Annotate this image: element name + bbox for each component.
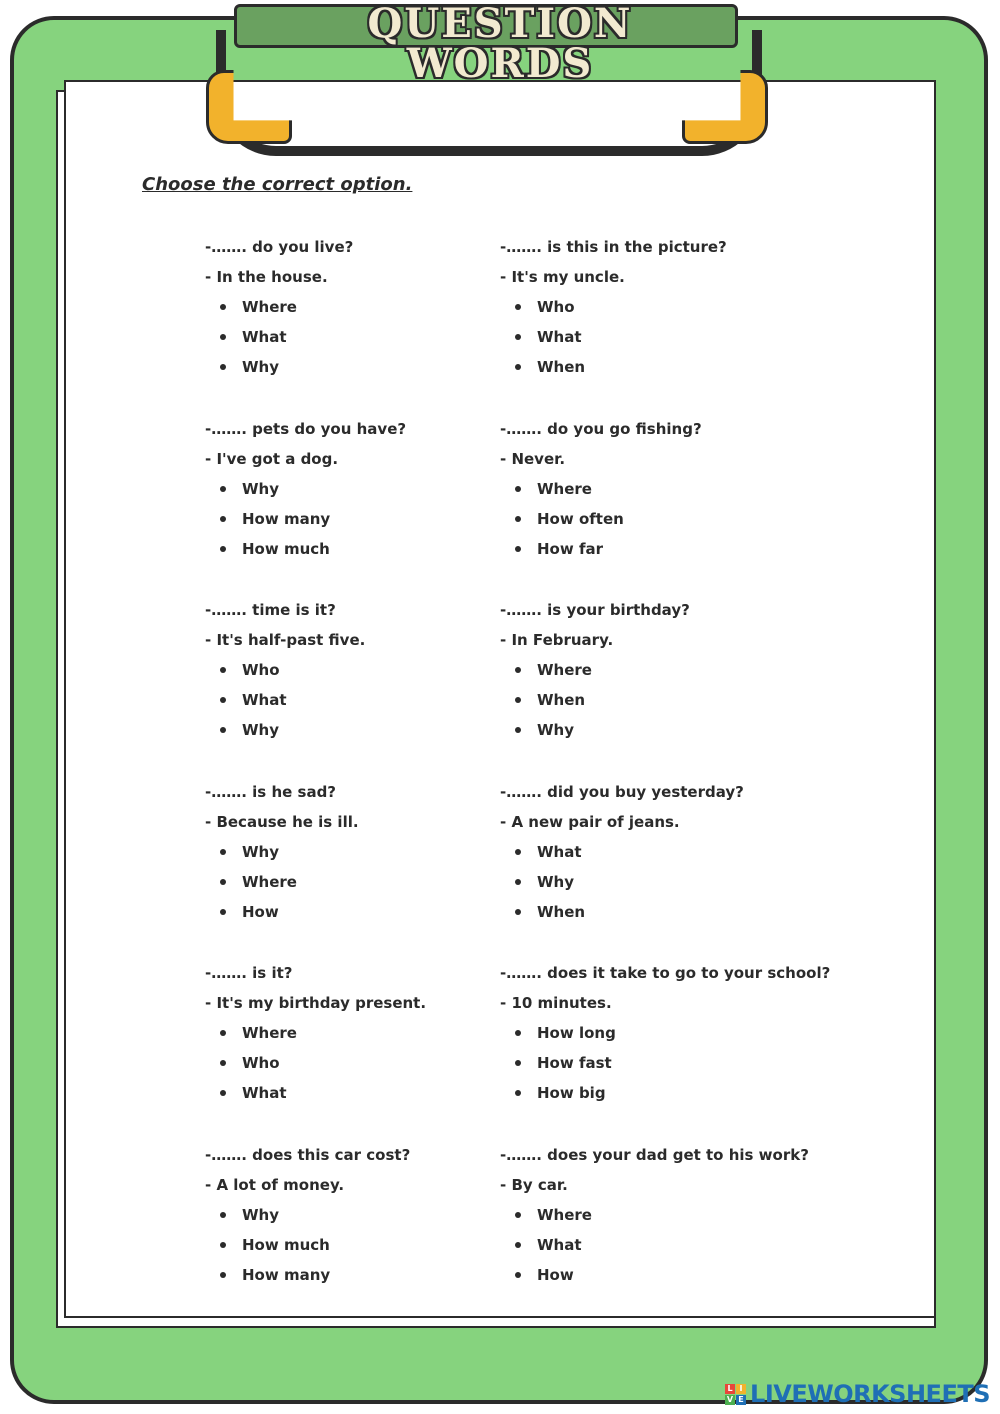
option-item[interactable]: When [500, 897, 820, 927]
option-item[interactable]: How [205, 897, 525, 927]
question-block [500, 777, 820, 927]
option-item[interactable]: How many [205, 1260, 525, 1290]
question-block [205, 958, 525, 1108]
option-list [205, 474, 525, 564]
option-item[interactable]: When [500, 685, 820, 715]
option-list [205, 655, 525, 745]
option-item[interactable]: Why [205, 352, 525, 382]
option-list [500, 1200, 820, 1290]
answer-text: - A lot of money. [205, 1176, 345, 1194]
option-item[interactable]: Where [500, 474, 820, 504]
option-item[interactable]: How much [205, 534, 525, 564]
option-item[interactable]: What [205, 1078, 525, 1108]
logo-letter: V [726, 1394, 734, 1404]
option-item[interactable]: Why [205, 474, 525, 504]
question-block [500, 958, 831, 1108]
logo-letter: L [725, 1384, 735, 1394]
option-list [205, 1018, 525, 1108]
question-text: -……. is this in the picture? [500, 238, 727, 256]
question-text: -……. is your birthday? [500, 601, 690, 619]
option-list [500, 655, 820, 745]
option-item[interactable]: Why [205, 715, 525, 745]
question-text: -……. does your dad get to his work? [500, 1146, 809, 1164]
option-item[interactable]: How much [205, 1230, 525, 1260]
answer-text: - It's half-past five. [205, 631, 366, 649]
option-list [500, 474, 820, 564]
option-list [500, 1018, 820, 1108]
option-item[interactable]: What [500, 1230, 820, 1260]
answer-text: - In February. [500, 631, 614, 649]
question-text: -……. does it take to go to your school? [500, 964, 831, 982]
answer-text: - I've got a dog. [205, 450, 339, 468]
liveworksheets-brand[interactable] [725, 1380, 990, 1408]
question-block [500, 595, 820, 745]
answer-text: - Never. [500, 450, 566, 468]
question-text: -……. time is it? [205, 601, 336, 619]
option-item[interactable]: How fast [500, 1048, 820, 1078]
option-item[interactable]: Why [205, 837, 525, 867]
logo-letter: E [736, 1395, 746, 1405]
option-item[interactable]: Who [205, 1048, 525, 1078]
option-item[interactable]: How far [500, 534, 820, 564]
question-text: -……. do you go fishing? [500, 420, 702, 438]
question-block [205, 777, 525, 927]
option-list [500, 292, 820, 382]
option-item[interactable]: How [500, 1260, 820, 1290]
option-item[interactable]: What [205, 322, 525, 352]
option-list [500, 837, 820, 927]
answer-text: - 10 minutes. [500, 994, 612, 1012]
option-item[interactable]: Why [500, 715, 820, 745]
answer-text: - It's my birthday present. [205, 994, 427, 1012]
question-block [500, 414, 820, 564]
option-item[interactable]: What [500, 837, 820, 867]
logo-letter: I [736, 1384, 746, 1394]
answer-text: - In the house. [205, 268, 328, 286]
option-item[interactable]: Why [500, 867, 820, 897]
question-block [500, 232, 820, 382]
question-block [205, 1140, 525, 1290]
option-item[interactable]: How many [205, 504, 525, 534]
answer-text: - A new pair of jeans. [500, 813, 680, 831]
answer-text: - Because he is ill. [205, 813, 359, 831]
title-line-2: WORDS [406, 40, 594, 87]
question-text: -……. did you buy yesterday? [500, 783, 744, 801]
option-item[interactable]: Where [500, 1200, 820, 1230]
option-list [205, 292, 525, 382]
question-text: -……. does this car cost? [205, 1146, 411, 1164]
option-item[interactable]: What [205, 685, 525, 715]
option-item[interactable]: What [500, 322, 820, 352]
option-list [205, 1200, 525, 1290]
question-text: -……. is it? [205, 964, 293, 982]
title-line-1: QUESTION [367, 0, 633, 47]
option-item[interactable]: Where [500, 655, 820, 685]
answer-text: - By car. [500, 1176, 568, 1194]
option-item[interactable]: Who [205, 655, 525, 685]
brand-name: LIVEWORKSHEETS [750, 1380, 990, 1408]
question-text: -……. do you live? [205, 238, 354, 256]
option-item[interactable]: Who [500, 292, 820, 322]
answer-text: - It's my uncle. [500, 268, 625, 286]
option-item[interactable]: Where [205, 1018, 525, 1048]
option-item[interactable]: When [500, 352, 820, 382]
option-item[interactable]: Where [205, 867, 525, 897]
question-block [500, 1140, 820, 1290]
question-text: -……. is he sad? [205, 783, 337, 801]
option-item[interactable]: How often [500, 504, 820, 534]
option-item[interactable]: How long [500, 1018, 820, 1048]
question-block [205, 414, 525, 564]
option-list [205, 837, 525, 927]
question-block [205, 595, 525, 745]
option-item[interactable]: How big [500, 1078, 820, 1108]
option-item[interactable]: Why [205, 1200, 525, 1230]
question-text: -……. pets do you have? [205, 420, 407, 438]
liveworksheets-logo-icon [725, 1384, 746, 1405]
instruction-text: Choose the correct option. [142, 174, 413, 195]
question-block [205, 232, 525, 382]
option-item[interactable]: Where [205, 292, 525, 322]
